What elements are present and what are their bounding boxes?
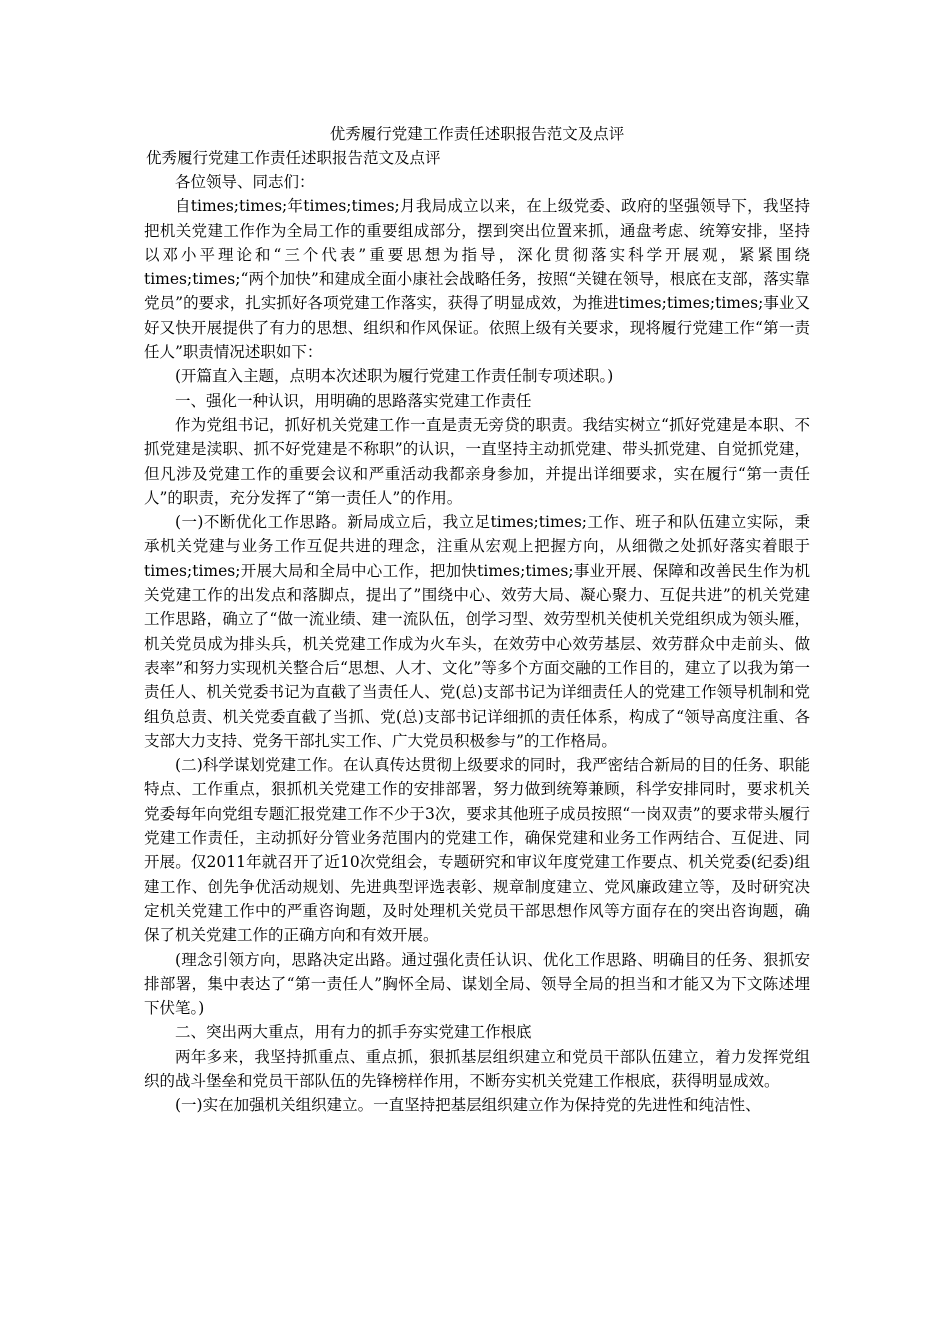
salutation: 各位领导、同志们： xyxy=(175,173,315,191)
document-title: 优秀履行党建工作责任述职报告范文及点评 xyxy=(329,125,625,143)
section-heading-2: 二、突出两大重点，用有力的抓手夯实党建工作根底 xyxy=(175,1023,532,1042)
section-heading-1: 一、强化一种认识，用明确的思路落实党建工作责任 xyxy=(175,391,532,410)
body-paragraph: (二)科学谋划党建工作。在认真传达贯彻上级要求的同时，我严密结合新局的目的任务、职能特点、工作重点，狠抓机关党建工作的安排部署，努力做到统筹兼顾，科学安排同时，要求机关党委每年向党组专题汇报党建工作不少于3次，要求其他班子成员按照“一岗双责”的要求带头履行党建工作责任，主动抓好分管业务范围内的党建工作，确保党建和业务工作两结合、互促进、同开展。仅2011年就召开了近10次党组会，专题研究和审议年度党建工作要点、机关党委(纪委)组建工作、创先争优活动规划、先进典型评选表彰、规章制度建立、党风廉政建立等，及时研究决定机关党建工作中的严重咨询题，及时处理机关党员干部思想作风等方面存在的突出咨询题，确保了机关党建工作的正确方向和有效开展。 xyxy=(144,756,810,945)
document-page xyxy=(144,122,810,1118)
body-paragraph: 作为党组书记，抓好机关党建工作一直是责无旁贷的职责。我结实树立“抓好党建是本职、不抓党建是渎职、抓不好党建是不称职”的认识，一直坚持主动抓党建、带头抓党建、自觉抓党建，但凡涉及党建工作的重要会议和严重活动我都亲身参加，并提出详细要求，实在履行“第一责任人”的职责，充分发挥了“第一责任人”的作用。 xyxy=(144,415,810,507)
body-paragraph: (一)实在加强机关组织建立。一直坚持把基层组织建立作为保持党的先进性和纯洁性、 xyxy=(175,1096,761,1115)
body-paragraph: 两年多来，我坚持抓重点、重点抓，狠抓基层组织建立和党员干部队伍建立，着力发挥党组织的战斗堡垒和党员干部队伍的先锋榜样作用，不断夯实机关党建工作根底，获得明显成效。 xyxy=(144,1047,810,1090)
comment-paragraph: (理念引领方向，思路决定出路。通过强化责任认识、优化工作思路、明确目的任务、狠抓安排部署，集中表达了“第一责任人”胸怀全局、谋划全局、领导全局的担当和才能又为下文陈述埋下伏笔。) xyxy=(144,950,810,1018)
document-subtitle: 优秀履行党建工作责任述职报告范文及点评 xyxy=(146,149,441,167)
body-paragraph-intro: 自times;times;年times;times;月我局成立以来，在上级党委、政府的坚强领导下，我坚持把机关党建工作作为全局工作的重要组成部分，摆到突出位置来抓，通盘考虑、统筹安排，坚持以邓小平理论和“三个代表”重要思想为指导，深化贯彻落实科学开展观，紧紧围绕times;times;“两个加快”和建成全面小康社会战略任务，按照“关键在领导，根底在支部，落实靠党员”的要求，扎实抓好各项党建工作落实，获得了明显成效，为推进times;times;times;事业又好又快开展提供了有力的思想、组织和作风保证。依照上级有关要求，现将履行党建工作“第一责任人”职责情况述职如下： xyxy=(144,197,810,362)
body-paragraph: (一)不断优化工作思路。新局成立后，我立足times;times;工作、班子和队伍建立实际，秉承机关党建与业务工作互促共进的理念，注重从宏观上把握方向，从细微之处抓好落实着眼于times;times;开展大局和全局中心工作，把加快times;times;事业开展、保障和改善民生作为机关党建工作的出发点和落脚点，提出了”围绕中心、效劳大局、凝心聚力、互促共进”的机关党建工作思路，确立了“做一流业绩、建一流队伍，创学习型、效劳型机关使机关党组织成为领头雁，机关党员成为排头兵，机关党建工作成为火车头，在效劳中心效劳基层、效劳群众中走前头、做表率”和努力实现机关整合后“思想、人才、文化”等多个方面交融的工作目的，建立了以我为第一责任人、机关党委书记为直截了当责任人、党(总)支部书记为详细责任人的党建工作领导机制和党组负总责、机关党委直截了当抓、党(总)支部书记详细抓的责任体系，构成了“领导高度注重、各支部大力支持、党务干部扎实工作、广大党员积极参与”的工作格局。 xyxy=(144,513,810,750)
comment-paragraph: (开篇直入主题，点明本次述职为履行党建工作责任制专项述职。) xyxy=(175,367,614,386)
